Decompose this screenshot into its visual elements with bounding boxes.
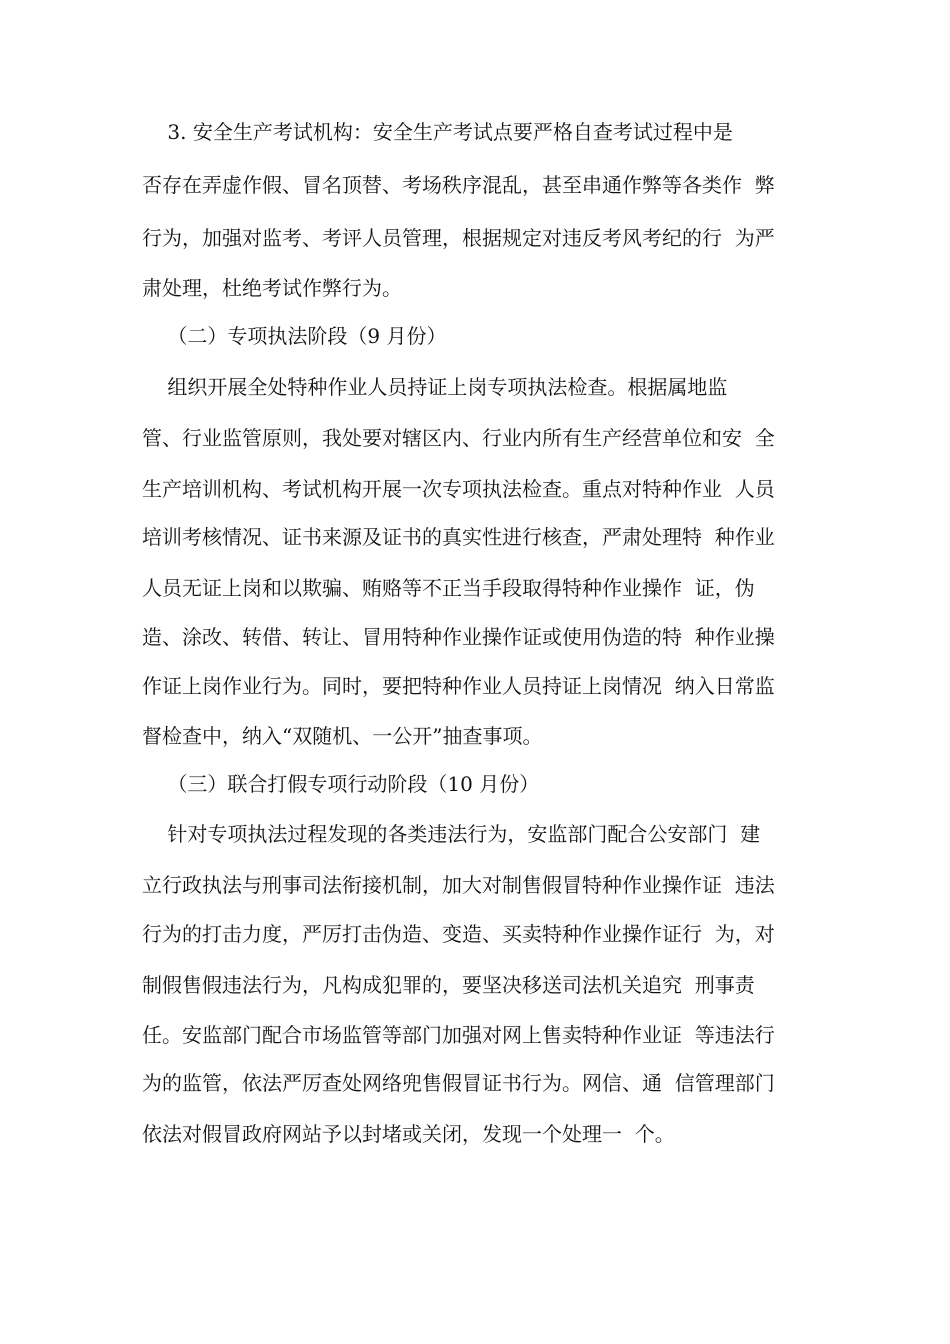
paragraph-line: 督检查中，纳入“双随机、一公开”抽查事项。 — [142, 724, 543, 748]
paragraph-line: 行为，加强对监考、考评人员管理，根据规定对违反考风考纪的行 为严 — [142, 226, 775, 250]
paragraph-line: 3. 安全生产考试机构：安全生产考试点要严格自查考试过程中是 — [142, 120, 733, 144]
paragraph-line: 管、行业监管原则，我处要对辖区内、行业内所有生产经营单位和安 全 — [142, 426, 775, 450]
paragraph-line: 为的监管，依法严厉查处网络兜售假冒证书行为。网信、通 信管理部门 — [142, 1071, 775, 1095]
paragraph-line: 培训考核情况、证书来源及证书的真实性进行核查，严肃处理特 种作业 — [142, 525, 775, 549]
paragraph-line: 制假售假违法行为，凡构成犯罪的，要坚决移送司法机关追究 刑事责 — [142, 973, 755, 997]
paragraph-line: 行为的打击力度，严厉打击伪造、变造、买卖特种作业操作证行 为，对 — [142, 922, 775, 946]
paragraph-line: 肃处理，杜绝考试作弊行为。 — [142, 276, 402, 300]
paragraph-line: 作证上岗作业行为。同时，要把特种作业人员持证上岗情况 纳入日常监 — [142, 674, 775, 698]
paragraph-line: 立行政执法与刑事司法衔接机制，加大对制售假冒特种作业操作证 违法 — [142, 873, 775, 897]
paragraph-line: 组织开展全处特种作业人员持证上岗专项执法检查。根据属地监 — [142, 375, 728, 399]
section-heading: （二）专项执法阶段（9 月份） — [142, 324, 447, 348]
paragraph-line: 否存在弄虚作假、冒名顶替、考场秩序混乱，甚至串通作弊等各类作 弊 — [142, 173, 775, 197]
paragraph-line: 生产培训机构、考试机构开展一次专项执法检查。重点对特种作业 人员 — [142, 477, 775, 501]
paragraph-line: 针对专项执法过程发现的各类违法行为，安监部门配合公安部门 建 — [142, 822, 761, 846]
paragraph-line: 造、涂改、转借、转让、冒用特种作业操作证或使用伪造的特 种作业操 — [142, 625, 775, 649]
paragraph-line: 依法对假冒政府网站予以封堵或关闭，发现一个处理一 个。 — [142, 1122, 675, 1146]
paragraph-line: 任。安监部门配合市场监管等部门加强对网上售卖特种作业证 等违法行 — [142, 1023, 775, 1047]
paragraph-line: 人员无证上岗和以欺骗、贿赂等不正当手段取得特种作业操作 证，伪 — [142, 576, 755, 600]
section-heading: （三）联合打假专项行动阶段（10 月份） — [142, 772, 540, 796]
